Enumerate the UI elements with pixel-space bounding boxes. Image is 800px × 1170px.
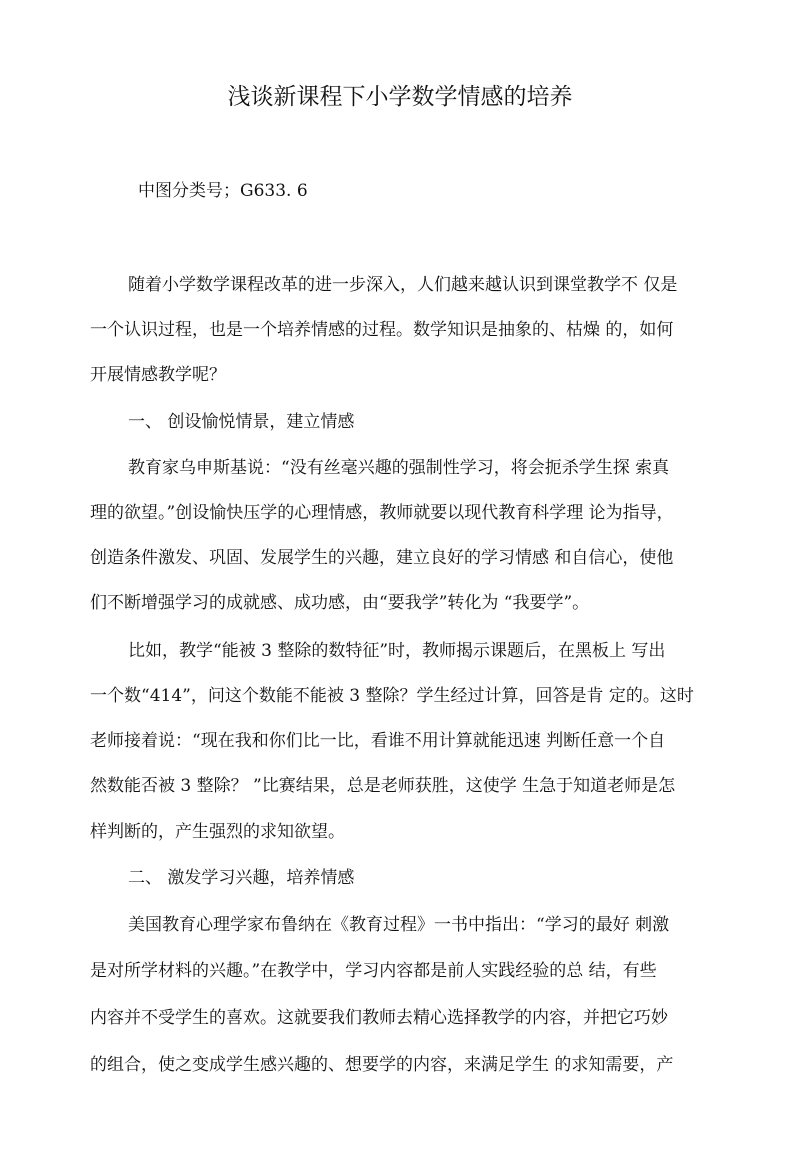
paragraph-line: 教育家乌申斯基说：“没有丝毫兴趣的强制性学习，将会扼杀学生探 索真 bbox=[128, 458, 670, 478]
paragraph-line: 然数能否被 3 整除？ ”比赛结果，总是老师获胜，这使学 生急于知道老师是怎 bbox=[90, 776, 676, 796]
section-heading: 一、 创设愉悦情景，建立情感 bbox=[128, 412, 355, 432]
paragraph-line: 创造条件激发、巩固、发展学生的兴趣，建立良好的学习情感 和自信心，使他 bbox=[90, 548, 674, 568]
paragraph-line: 一个数“414”，问这个数能不能被 3 整除？学生经过计算，回答是肯 定的。这时 bbox=[90, 686, 694, 706]
paragraph-line: 样判断的，产生强烈的求知欲望。 bbox=[90, 822, 345, 842]
paragraph-line: 一个认识过程，也是一个培养情感的过程。数学知识是抽象的、枯燥 的，如何 bbox=[90, 320, 674, 340]
paragraph-line: 比如，教学“能被 3 整除的数特征”时，教师揭示课题后，在黑板上 写出 bbox=[128, 641, 666, 661]
document-title: 浅谈新课程下小学数学情感的培养 bbox=[227, 84, 573, 110]
paragraph-line: 理的欲望。”创设愉快压学的心理情感，教师就要以现代教育科学理 论为指导， bbox=[90, 503, 674, 523]
paragraph-line: 内容并不受学生的喜欢。这就要我们教师去精心选择教学的内容，并把它巧妙 bbox=[90, 1008, 668, 1028]
paragraph-line: 美国教育心理学家布鲁纳在《教育过程》一书中指出：“学习的最好 刺激 bbox=[128, 915, 670, 935]
paragraph-line: 的组合，使之变成学生感兴趣的、想要学的内容，来满足学生 的求知需要，产 bbox=[90, 1055, 674, 1075]
paragraph-line: 随着小学数学课程改革的进一步深入，人们越来越认识到课堂教学不 仅是 bbox=[128, 275, 678, 295]
paragraph-line: 是对所学材料的兴趣。”在教学中，学习内容都是前人实践经验的总 结，有些 bbox=[90, 961, 657, 981]
paragraph-line: 开展情感教学呢？ bbox=[90, 365, 226, 385]
section-heading: 二、 激发学习兴趣，培养情感 bbox=[128, 868, 355, 888]
paragraph-line: 们不断增强学习的成就感、成功感，由“要我学”转化为 “我要学”。 bbox=[90, 593, 590, 613]
paragraph-line: 老师接着说：“现在我和你们比一比，看谁不用计算就能迅速 判断任意一个自 bbox=[90, 731, 666, 751]
classification-number: 中图分类号；G633. 6 bbox=[138, 181, 308, 201]
